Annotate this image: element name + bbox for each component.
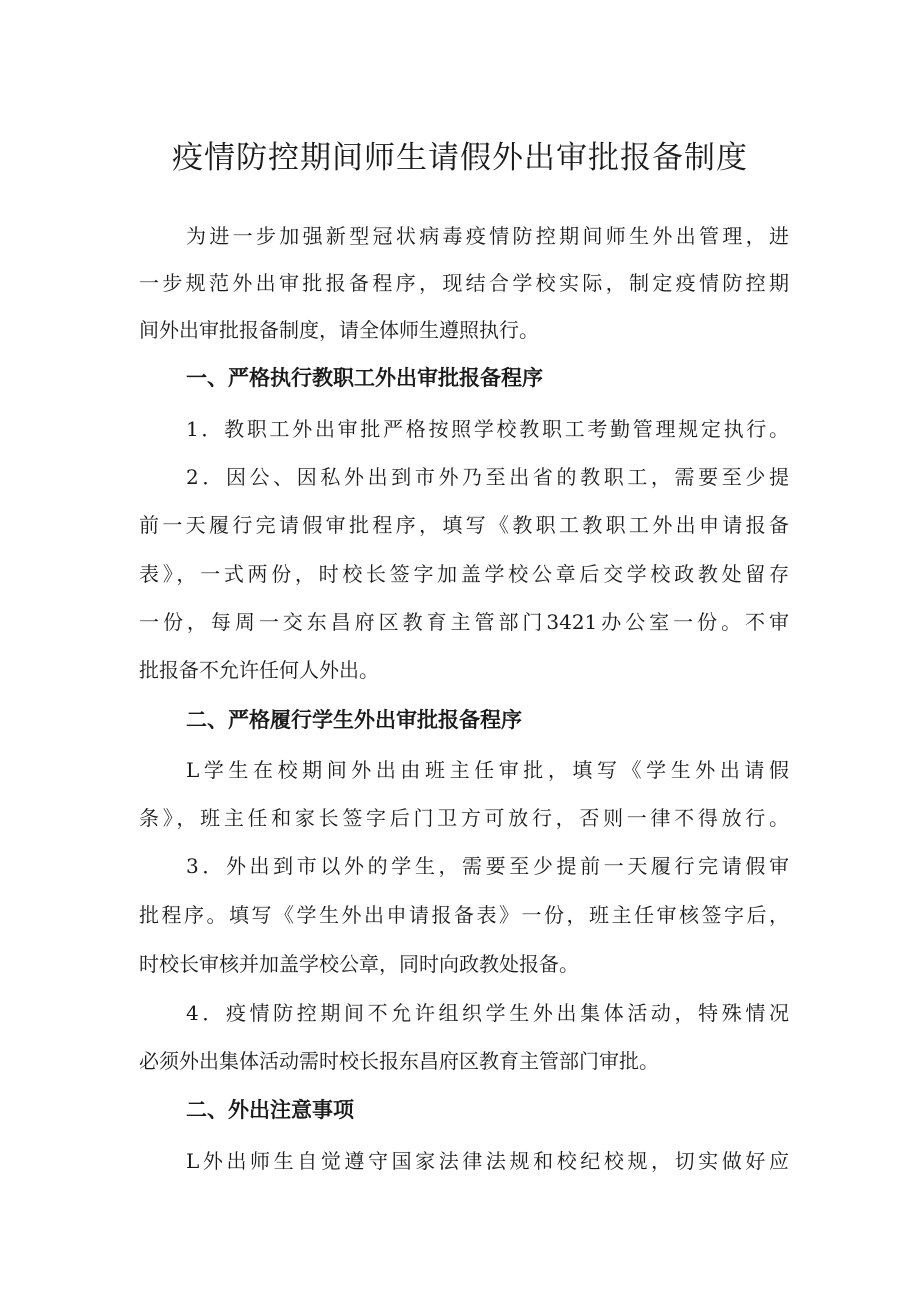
section-heading-2: 二、严格履行学生外出审批报备程序 [186,708,522,732]
document-title: 疫情防控期间师生请假外出审批报备制度 [172,140,748,176]
section1-item2-line: 2．因公、因私外出到市外乃至出省的教职工，需要至少提 [186,465,789,489]
section2-item3-line: 3．外出到市以外的学生，需要至少提前一天履行完请假审 [186,854,789,878]
section2-item4-line: 4．疫情防控期间不允许组织学生外出集体活动，特殊情况 [186,1001,789,1025]
section3-item1-line: L外出师生自觉遵守国家法律法规和校纪校规，切实做好应 [186,1149,789,1173]
intro-line: 间外出审批报备制度，请全体师生遵照执行。 [139,318,539,342]
section2-item1-line: L学生在校期间外出由班主任审批，填写《学生外出请假 [186,758,789,782]
section2-item3-line: 时校长审核并加盖学校公章，同时向政教处报备。 [139,952,579,976]
section1-item2-line: 前一天履行完请假审批程序，填写《教职工教职工外出申请报备 [139,513,789,537]
section1-item2-line: 批报备不允许任何人外出。 [139,658,379,682]
section1-item2-line: 表》，一式两份，时校长签字加盖学校公章后交学校政教处留存 [139,562,789,586]
section2-item4-line: 必须外出集体活动需时校长报东昌府区教育主管部门审批。 [139,1049,659,1073]
section1-item1-line: 1．教职工外出审批严格按照学校教职工考勤管理规定执行。 [186,417,789,441]
intro-line: 一步规范外出审批报备程序，现结合学校实际，制定疫情防控期 [139,271,789,295]
section2-item3-line: 批程序。填写《学生外出申请报备表》一份，班主任审核签字后， [139,903,789,927]
intro-line: 为进一步加强新型冠状病毒疫情防控期间师生外出管理，进 [186,224,789,248]
section1-item2-line: 一份，每周一交东昌府区教育主管部门3421办公室一份。不审 [139,610,789,634]
section-heading-1: 一、严格执行教职工外出审批报备程序 [186,366,543,390]
section-heading-3: 二、外出注意事项 [186,1098,354,1122]
section2-item1-line: 条》，班主任和家长签字后门卫方可放行，否则一律不得放行。 [139,806,789,830]
